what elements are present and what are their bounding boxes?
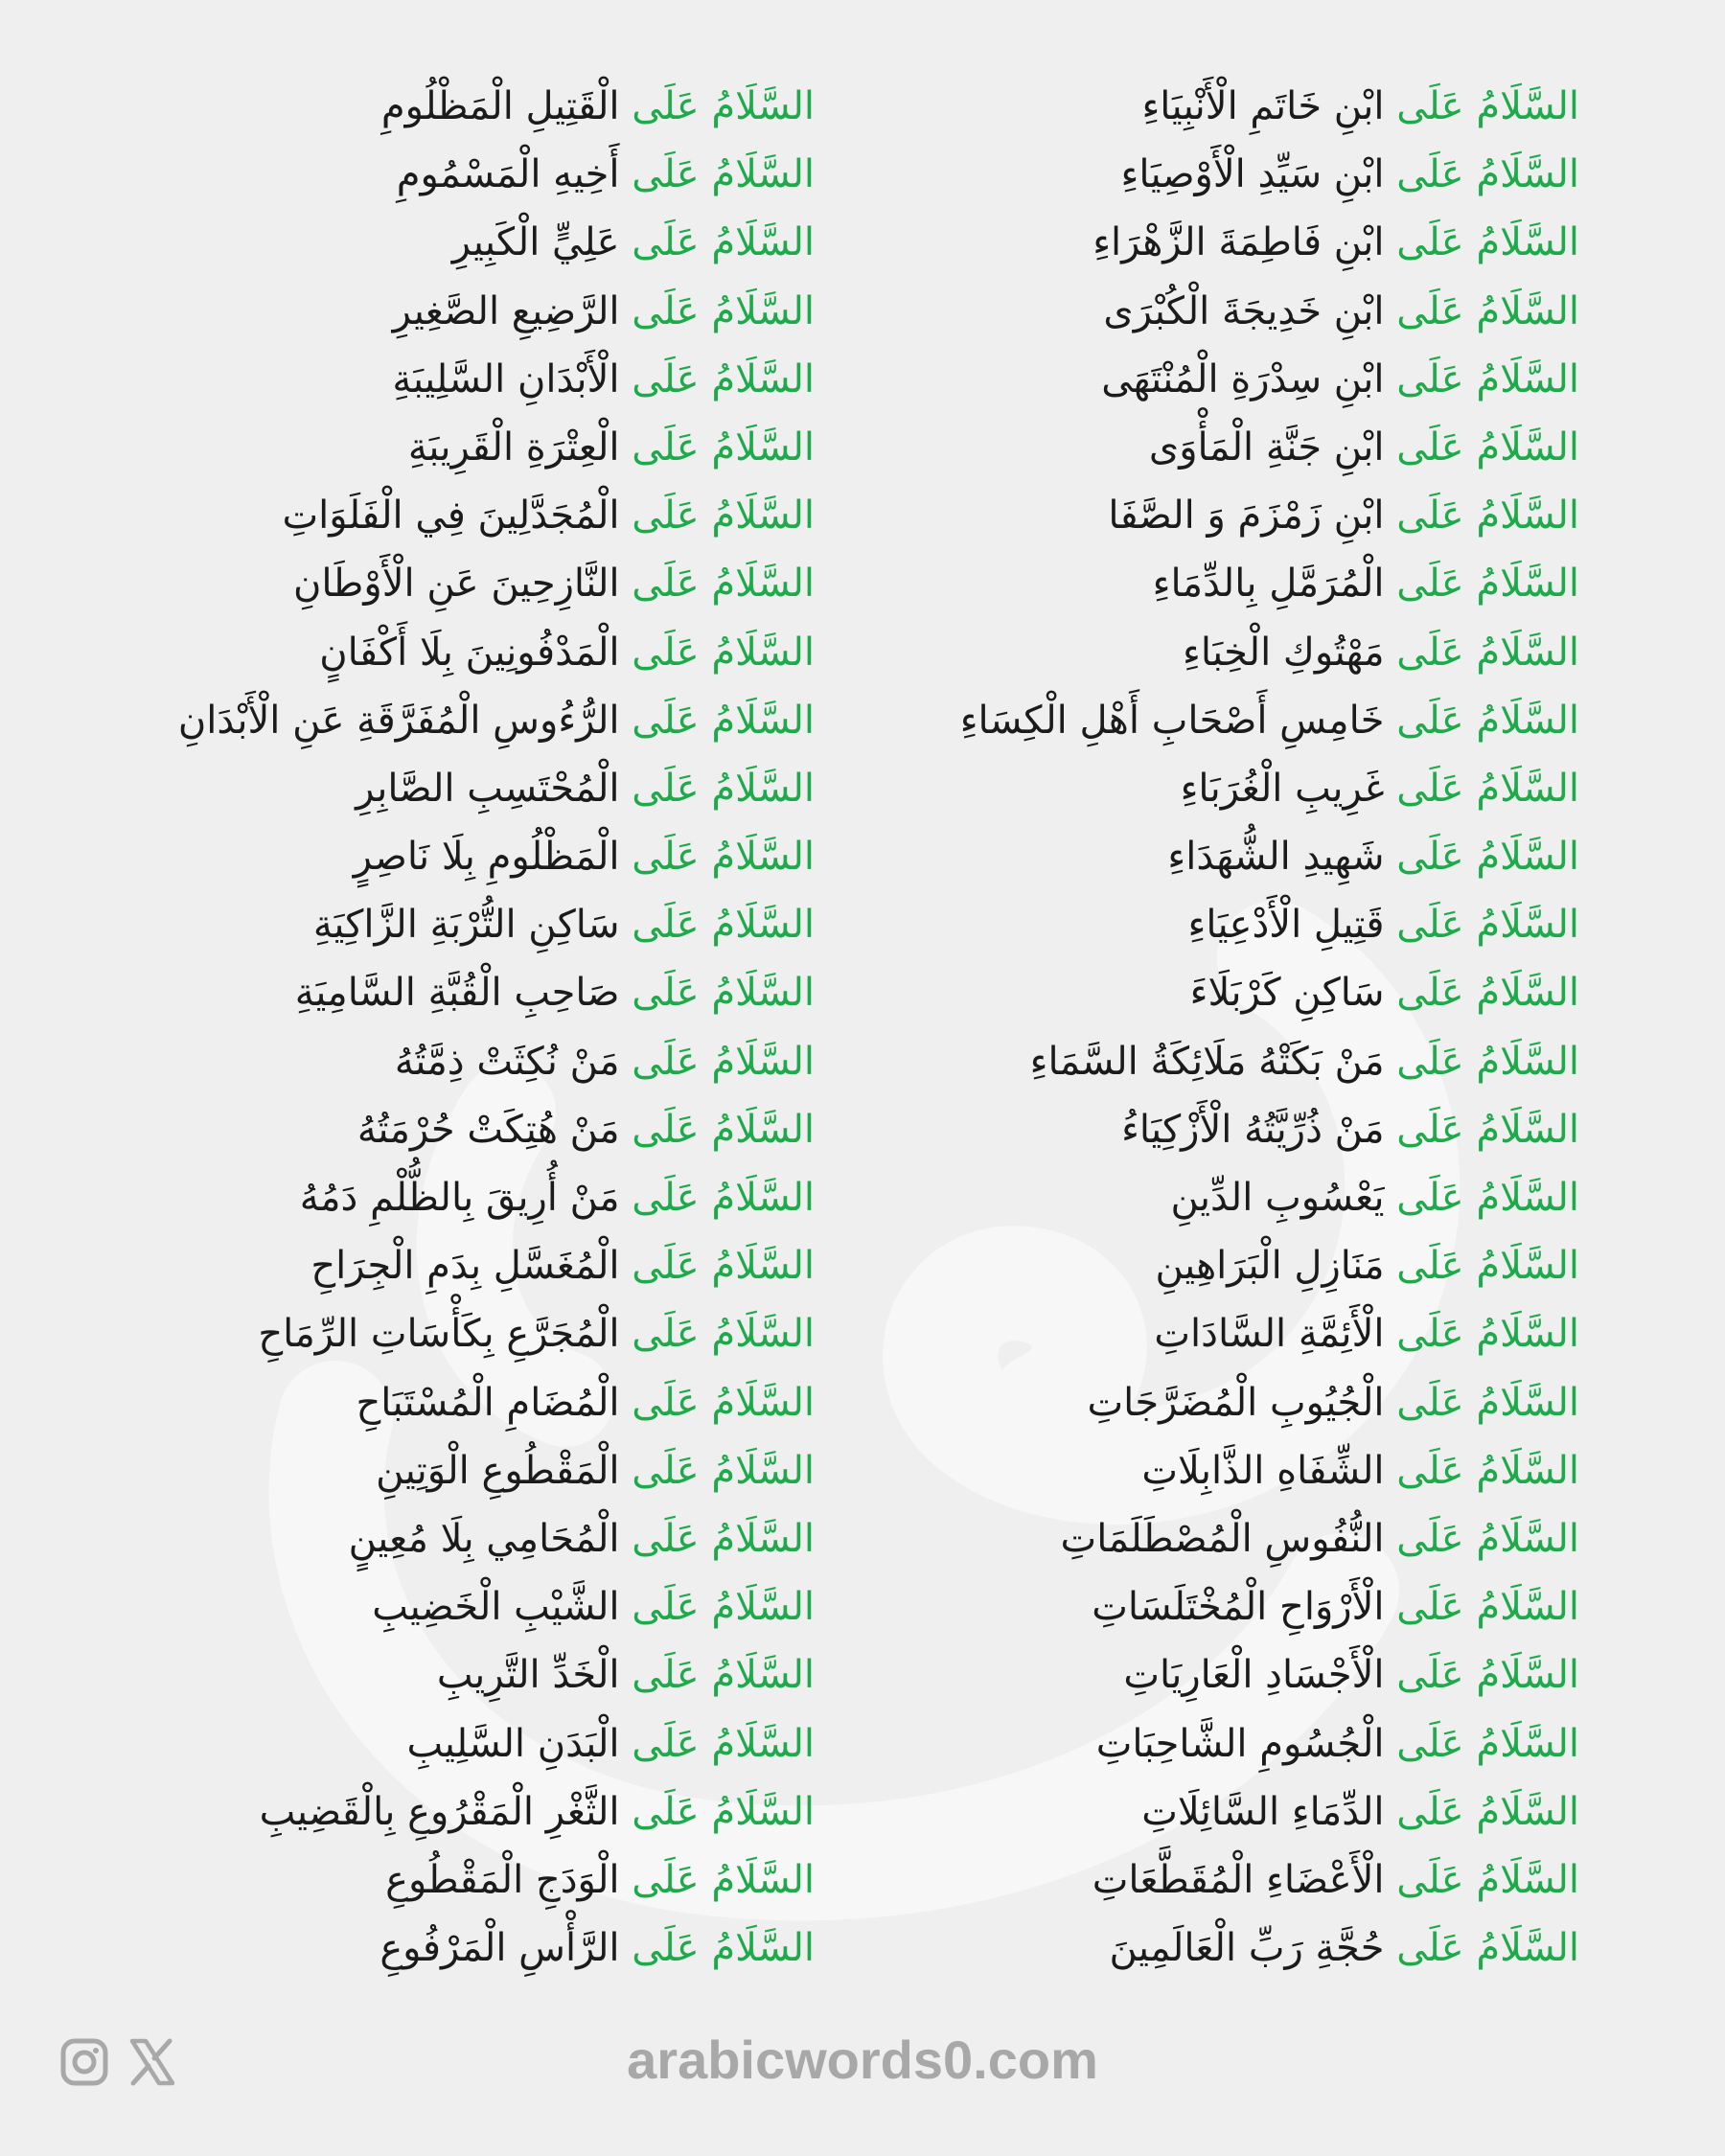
salutation-text: الدِّمَاءِ السَّائِلَاتِ — [1141, 1789, 1385, 1834]
salutation-text: الْوَدَجِ الْمَقْطُوعِ — [385, 1857, 620, 1902]
salutation-text: الْمُجَدَّلِينَ فِي الْفَلَوَاتِ — [282, 493, 620, 539]
salutation-line — [48, 1300, 815, 1368]
salutation-line — [48, 1369, 815, 1437]
salutation-text: مَنْ نُكِثَتْ ذِمَّتُهُ — [394, 1039, 620, 1084]
salutation-prefix: السَّلَامُ عَلَى — [1396, 1926, 1579, 1971]
salutation-line — [794, 1300, 1579, 1368]
salutation-prefix: السَّلَامُ عَلَى — [632, 1789, 815, 1834]
salutation-line — [794, 278, 1579, 346]
salutation-line — [48, 755, 815, 823]
salutation-line — [794, 346, 1579, 414]
salutation-prefix: السَّلَامُ عَلَى — [632, 424, 815, 470]
salutation-line — [794, 891, 1579, 959]
salutation-prefix: السَّلَامُ عَلَى — [1396, 903, 1579, 948]
salutation-line — [794, 1096, 1579, 1164]
salutation-line — [794, 1232, 1579, 1300]
salutation-text: الْمُجَرَّعِ بِكَأْسَاتِ الرِّمَاحِ — [258, 1312, 620, 1357]
salutation-prefix: السَّلَامُ عَلَى — [632, 288, 815, 333]
salutation-prefix: السَّلَامُ عَلَى — [632, 356, 815, 401]
salutation-text: الشَّيْبِ الْخَضِيبِ — [372, 1585, 620, 1630]
salutation-line — [794, 687, 1579, 755]
salutation-text: الْخَدِّ التَّرِيبِ — [436, 1653, 620, 1698]
salutation-text: الرُّءُوسِ الْمُفَرَّقَةِ عَنِ الْأَبْدَانِ — [177, 698, 620, 743]
salutation-line — [794, 209, 1579, 277]
salutation-text: مَهْتُوكِ الْخِبَاءِ — [1183, 630, 1385, 675]
salutation-text: سَاكِنِ كَرْبَلَاءَ — [1189, 971, 1385, 1016]
salutation-line — [794, 1573, 1579, 1641]
salutation-line — [48, 687, 815, 755]
salutation-prefix: السَّلَامُ عَلَى — [1396, 1107, 1579, 1152]
salutation-text: الْقَتِيلِ الْمَظْلُومِ — [380, 84, 620, 128]
salutation-text: الْجُيُوبِ الْمُضَرَّجَاتِ — [1087, 1380, 1385, 1425]
salutation-prefix: السَّلَامُ عَلَى — [1396, 1789, 1579, 1834]
salutation-line — [794, 823, 1579, 891]
salutation-text: الْعِتْرَةِ الْقَرِيبَةِ — [407, 424, 620, 470]
salutation-text: الْمُحَامِي بِلَا مُعِينٍ — [348, 1516, 620, 1561]
salutation-line — [794, 1164, 1579, 1232]
salutation-prefix: السَّلَامُ عَلَى — [632, 562, 815, 607]
salutation-prefix: السَّلَامُ عَلَى — [632, 1176, 815, 1220]
salutation-text: عَلِيٍّ الْكَبِيرِ — [451, 220, 620, 265]
salutation-prefix: السَّلَامُ عَلَى — [1396, 424, 1579, 470]
salutation-prefix: السَّلَامُ عَلَى — [1396, 630, 1579, 675]
salutation-text: الْأَجْسَادِ الْعَارِيَاتِ — [1123, 1653, 1385, 1698]
salutation-text: خَامِسِ أَصْحَابِ أَهْلِ الْكِسَاءِ — [959, 698, 1385, 743]
salutation-line — [48, 278, 815, 346]
salutation-line — [794, 1028, 1579, 1096]
salutation-prefix: السَّلَامُ عَلَى — [632, 1039, 815, 1084]
salutation-prefix: السَّلَامُ عَلَى — [1396, 152, 1579, 197]
salutation-text: الرَّضِيعِ الصَّغِيرِ — [392, 288, 620, 333]
salutation-prefix: السَّلَامُ عَلَى — [632, 698, 815, 743]
salutation-text: غَرِيبِ الْغُرَبَاءِ — [1180, 766, 1385, 811]
salutation-prefix: السَّلَامُ عَلَى — [1396, 766, 1579, 811]
salutation-line — [794, 73, 1579, 141]
left-column — [48, 73, 815, 1983]
salutation-line — [48, 482, 815, 550]
salutation-line — [48, 1573, 815, 1641]
salutation-prefix: السَّلَامُ عَلَى — [1396, 1380, 1579, 1425]
right-column — [794, 73, 1579, 1983]
salutation-text: الْمَدْفُونِينَ بِلَا أَكْفَانٍ — [319, 630, 620, 675]
salutation-prefix: السَّلَامُ عَلَى — [632, 766, 815, 811]
salutation-prefix: السَّلَامُ عَلَى — [632, 84, 815, 128]
salutation-prefix: السَّلَامُ عَلَى — [1396, 84, 1579, 128]
salutation-text: أَخِيهِ الْمَسْمُومِ — [396, 152, 620, 197]
salutation-text: الْمَظْلُومِ بِلَا نَاصِرٍ — [353, 835, 620, 880]
salutation-text: يَعْسُوبِ الدِّينِ — [1170, 1176, 1385, 1220]
salutation-text: قَتِيلِ الْأَدْعِيَاءِ — [1187, 903, 1385, 948]
salutation-prefix: السَّلَامُ عَلَى — [632, 1312, 815, 1357]
salutation-text: الْبَدَنِ السَّلِيبِ — [406, 1721, 620, 1766]
salutation-line — [794, 1915, 1579, 1983]
salutation-text: حُجَّةِ رَبِّ الْعَالَمِينَ — [1109, 1926, 1385, 1971]
salutation-prefix: السَّلَامُ عَلَى — [632, 493, 815, 539]
salutation-prefix: السَّلَامُ عَلَى — [1396, 1516, 1579, 1561]
footer — [0, 2022, 1725, 2099]
salutation-prefix: السَّلَامُ عَلَى — [1396, 1176, 1579, 1220]
salutation-prefix: السَّلَامُ عَلَى — [632, 1448, 815, 1493]
salutation-text: مَنَازِلِ الْبَرَاهِينِ — [1155, 1244, 1385, 1289]
salutation-prefix: السَّلَامُ عَلَى — [1396, 356, 1579, 401]
salutation-text: ابْنِ سِدْرَةِ الْمُنْتَهَى — [1101, 356, 1385, 401]
salutation-prefix: السَّلَامُ عَلَى — [632, 1926, 815, 1971]
salutation-prefix: السَّلَامُ عَلَى — [1396, 1039, 1579, 1084]
salutation-line — [794, 1641, 1579, 1709]
salutation-prefix: السَّلَامُ عَلَى — [1396, 562, 1579, 607]
salutation-text: النَّازِحِينَ عَنِ الْأَوْطَانِ — [292, 562, 620, 607]
salutation-line — [48, 414, 815, 482]
website-url[interactable]: arabicwords0.com — [627, 2030, 1098, 2090]
salutation-line — [48, 823, 815, 891]
salutation-line — [794, 141, 1579, 209]
salutation-line — [48, 1164, 815, 1232]
salutation-line — [794, 1369, 1579, 1437]
salutation-text: الْمُرَمَّلِ بِالدِّمَاءِ — [1152, 562, 1385, 607]
salutation-line — [48, 1915, 815, 1983]
salutation-prefix: السَّلَامُ عَلَى — [632, 630, 815, 675]
salutation-text: الْأَبْدَانِ السَّلِيبَةِ — [392, 356, 620, 401]
salutation-prefix: السَّلَامُ عَلَى — [1396, 971, 1579, 1016]
salutation-text: الْأَئِمَّةِ السَّادَاتِ — [1154, 1312, 1385, 1357]
salutation-prefix: السَّلَامُ عَلَى — [632, 1244, 815, 1289]
salutation-prefix: السَّلَامُ عَلَى — [632, 1721, 815, 1766]
salutation-line — [48, 209, 815, 277]
salutation-text: الشِّفَاهِ الذَّابِلَاتِ — [1141, 1448, 1385, 1493]
salutation-line — [48, 1710, 815, 1778]
salutation-text: الْأَعْضَاءِ الْمُقَطَّعَاتِ — [1092, 1857, 1385, 1902]
salutation-text: الثَّغْرِ الْمَقْرُوعِ بِالْقَضِيبِ — [259, 1789, 620, 1834]
salutation-text: الرَّأْسِ الْمَرْفُوعِ — [380, 1926, 620, 1971]
salutation-line — [48, 346, 815, 414]
salutation-text: الْمُغَسَّلِ بِدَمِ الْجِرَاحِ — [310, 1244, 620, 1289]
salutation-prefix: السَّلَامُ عَلَى — [1396, 698, 1579, 743]
salutation-prefix: السَّلَامُ عَلَى — [632, 220, 815, 265]
salutation-line — [794, 482, 1579, 550]
salutation-prefix: السَّلَامُ عَلَى — [1396, 493, 1579, 539]
salutation-text: مَنْ ذُرِّيَّتُهُ الْأَزْكِيَاءُ — [1121, 1107, 1385, 1152]
salutation-line — [48, 73, 815, 141]
salutation-line — [48, 1028, 815, 1096]
salutation-prefix: السَّلَامُ عَلَى — [632, 1380, 815, 1425]
salutation-prefix: السَّلَامُ عَلَى — [632, 1653, 815, 1698]
salutation-text: صَاحِبِ الْقُبَّةِ السَّامِيَةِ — [294, 971, 620, 1016]
salutation-line — [48, 1778, 815, 1846]
salutation-text: النُّفُوسِ الْمُصْطَلَمَاتِ — [1060, 1516, 1385, 1561]
salutation-line — [48, 959, 815, 1027]
salutation-prefix: السَّلَامُ عَلَى — [1396, 1721, 1579, 1766]
salutation-text: شَهِيدِ الشُّهَدَاءِ — [1167, 835, 1385, 880]
salutation-prefix: السَّلَامُ عَلَى — [632, 971, 815, 1016]
salutation-line — [794, 619, 1579, 687]
salutation-text: الْأَرْوَاحِ الْمُخْتَلَسَاتِ — [1092, 1585, 1385, 1630]
salutation-text: ابْنِ جَنَّةِ الْمَأْوَى — [1148, 424, 1385, 470]
salutation-line — [794, 1505, 1579, 1573]
salutation-prefix: السَّلَامُ عَلَى — [1396, 1448, 1579, 1493]
salutation-line — [794, 1778, 1579, 1846]
salutation-prefix: السَّلَامُ عَلَى — [1396, 1653, 1579, 1698]
salutation-prefix: السَّلَامُ عَلَى — [632, 152, 815, 197]
salutation-text: سَاكِنِ التُّرْبَةِ الزَّاكِيَةِ — [312, 903, 620, 948]
salutation-prefix: السَّلَامُ عَلَى — [632, 1516, 815, 1561]
salutation-line — [48, 1437, 815, 1505]
salutation-text: ابْنِ سَيِّدِ الْأَوْصِيَاءِ — [1120, 152, 1385, 197]
salutation-line — [48, 891, 815, 959]
salutation-line — [48, 550, 815, 618]
salutation-line — [48, 1505, 815, 1573]
salutation-prefix: السَّلَامُ عَلَى — [632, 1857, 815, 1902]
salutation-prefix: السَّلَامُ عَلَى — [632, 903, 815, 948]
salutation-line — [794, 755, 1579, 823]
salutation-line — [48, 1096, 815, 1164]
salutation-text: الْجُسُومِ الشَّاحِبَاتِ — [1095, 1721, 1385, 1766]
salutation-line — [794, 550, 1579, 618]
salutation-text: الْمَقْطُوعِ الْوَتِينِ — [376, 1448, 620, 1493]
salutation-line — [794, 1846, 1579, 1915]
salutation-line — [794, 1437, 1579, 1505]
salutation-prefix: السَّلَامُ عَلَى — [1396, 1312, 1579, 1357]
salutation-line — [48, 141, 815, 209]
salutation-prefix: السَّلَامُ عَلَى — [632, 1107, 815, 1152]
salutation-text: مَنْ هُتِكَتْ حُرْمَتُهُ — [356, 1107, 620, 1152]
salutation-prefix: السَّلَامُ عَلَى — [632, 1585, 815, 1630]
salutation-prefix: السَّلَامُ عَلَى — [1396, 220, 1579, 265]
salutation-line — [794, 1710, 1579, 1778]
salutation-prefix: السَّلَامُ عَلَى — [1396, 288, 1579, 333]
salutation-prefix: السَّلَامُ عَلَى — [1396, 835, 1579, 880]
salutation-text: ابْنِ فَاطِمَةَ الزَّهْرَاءِ — [1092, 220, 1385, 265]
salutation-text: مَنْ أُرِيقَ بِالظُّلْمِ دَمُهُ — [299, 1176, 620, 1220]
salutation-line — [48, 1641, 815, 1709]
salutation-line — [48, 1846, 815, 1915]
salutation-line — [794, 959, 1579, 1027]
salutation-text: الْمُضَامِ الْمُسْتَبَاحِ — [356, 1380, 620, 1425]
salutation-prefix: السَّلَامُ عَلَى — [1396, 1244, 1579, 1289]
salutation-text: مَنْ بَكَتْهُ مَلَائِكَةُ السَّمَاءِ — [1029, 1039, 1385, 1084]
salutation-line — [48, 619, 815, 687]
salutation-line — [794, 414, 1579, 482]
salutation-prefix: السَّلَامُ عَلَى — [1396, 1585, 1579, 1630]
salutation-text: ابْنِ خَاتَمِ الْأَنْبِيَاءِ — [1141, 84, 1385, 128]
salutation-prefix: السَّلَامُ عَلَى — [632, 835, 815, 880]
salutation-text: الْمُحْتَسِبِ الصَّابِرِ — [356, 766, 620, 811]
salutation-text: ابْنِ زَمْزَمَ وَ الصَّفَا — [1108, 493, 1385, 539]
salutation-text: ابْنِ خَدِيجَةَ الْكُبْرَى — [1103, 288, 1385, 333]
salutation-line — [48, 1232, 815, 1300]
salutation-prefix: السَّلَامُ عَلَى — [1396, 1857, 1579, 1902]
